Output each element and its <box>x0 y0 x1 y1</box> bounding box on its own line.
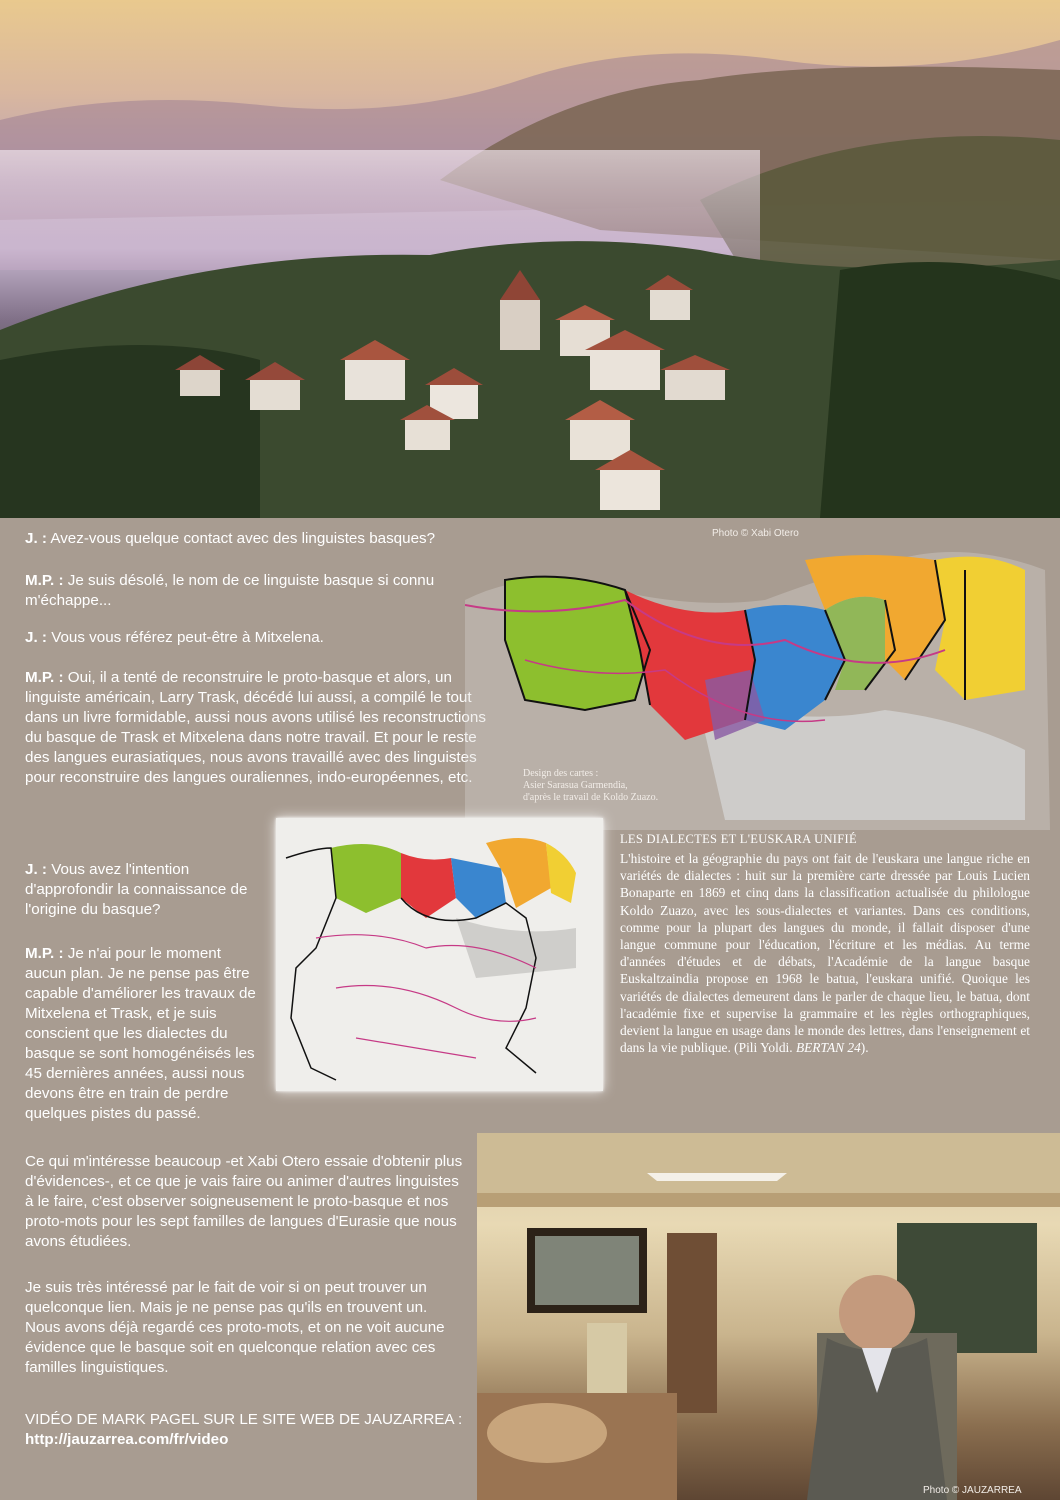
hero-landscape-photo <box>0 0 1060 518</box>
interview-j1 <box>25 529 505 549</box>
map-credit <box>523 768 658 804</box>
video-label: VIDÉO DE MARK PAGEL SUR LE SITE WEB DE JAUZARREA : <box>25 1411 463 1428</box>
speaker-label: M.P. : <box>25 945 64 962</box>
answer-text: Oui, il a tenté de reconstruire le proto-basque et alors, un linguiste américain, Larry Trask, décédé lui aussi, a compilé le tout dans un livre formidable, aussi nous avons utilisé les reconstructions du basque de Trask et Mitxelena dans notre travail. Et pour le reste des langues eurasiatiques, nous avons travaillé avec des linguistes pour reconstruire des langues ouraliennes, indo-européennes, etc. <box>25 669 486 786</box>
room-illustration <box>477 1133 1060 1500</box>
speaker-label: J. : <box>25 629 47 646</box>
sidebar-body <box>620 850 1030 1056</box>
video-link[interactable]: http://jauzarrea.com/fr/video <box>25 1431 229 1448</box>
sidebar-title: LES DIALECTES ET L'EUSKARA UNIFIÉ <box>620 832 857 846</box>
sidebar-end: ). <box>860 1040 869 1056</box>
interview-j3 <box>25 860 260 920</box>
speaker-label: M.P. : <box>25 669 64 686</box>
speaker-label: J. : <box>25 530 47 547</box>
interview-paragraph-5: Je suis très intéressé par le fait de voir si on peut trouver un quelconque lien. Mais je ne pense pas qu'ils en trouvent un. Nous avons déjà regardé ces proto-mots, et on ne voit aucune évidence que le basque soit en quelconque relation avec ces familles linguistiques. <box>25 1279 445 1376</box>
photo-credit-top: Photo © Xabi Otero <box>712 528 799 539</box>
map-credit-line: d'après le travail de Koldo Zuazo. <box>523 792 659 803</box>
speaker-label: M.P. : <box>25 572 64 589</box>
answer-text: Je n'ai pour le moment aucun plan. Je ne pense pas être capable d'améliorer les travaux de Mitxelena et Trask, et je suis conscient que les dialectes du basque se sont homogénéisés les 45 dernières années, aussi nous devons être en train de perdre quelques pistes du passé. <box>25 945 256 1122</box>
video-reference <box>25 1410 475 1450</box>
map-credit-line: Design des cartes : <box>523 768 599 779</box>
interview-mp3 <box>25 944 265 1124</box>
question-text: Vous vous référez peut-être à Mitxelena. <box>51 629 324 646</box>
interview-mp2 <box>25 668 495 788</box>
sidebar-source: BERTAN 24 <box>795 1040 861 1056</box>
sidebar-text: L'histoire et la géographie du pays ont fait de l'euskara une langue riche en variétés de dialectes : huit sur la première carte dressée par Louis Lucien Bonaparte en 1869 et cinq dans la classification actualisée du philologue Koldo Zuazo, avec les sous-dialectes et variantes. Dans ces conditions, comme pour la plupart des langues du monde, il fallait disposer d'une langue commune pour l'éducation, l'écriture et les médias. Au terme d'années d'études et de débats, l'Académie de la langue basque Euskaltzaindia propose en 1968 le batua, l'euskara unifié. Quoique les variétés de dialectes demeurent dans le parler de chaque lieu, le batua, dont l'académie fixe et supervise la grammaire et les règles orthographiques, devient la langue en usage dans le monde des lettres, dans l'enseignement et dans la vie publique. (Pili Yoldi. <box>620 851 1030 1056</box>
dialect-map-small <box>276 818 603 1091</box>
interview-j2 <box>25 628 465 648</box>
interview-mp1 <box>25 571 480 611</box>
question-text: Avez-vous quelque contact avec des linguistes basques? <box>50 530 436 547</box>
speaker-label: J. : <box>25 861 47 878</box>
territory-map-illustration <box>276 818 603 1091</box>
question-text: Vous avez l'intention d'approfondir la connaissance de l'origine du basque? <box>25 861 248 918</box>
interview-paragraph-4: Ce qui m'intéresse beaucoup -et Xabi Otero essaie d'obtenir plus d'évidences-, et ce que je vais faire ou animer d'autres linguistes à le faire, c'est observer soigneusement le proto-basque et nos proto-mots pour les sept familles de langues d'Eurasie que nous avons étudiées. <box>25 1153 463 1250</box>
landscape-illustration <box>0 0 1060 518</box>
map-credit-line: Asier Sarasua Garmendia, <box>523 780 628 791</box>
photo-credit-bottom: Photo © JAUZARREA <box>923 1485 1022 1496</box>
interview-room-photo <box>477 1133 1060 1500</box>
answer-text: Je suis désolé, le nom de ce linguiste basque si connu m'échappe... <box>25 572 435 609</box>
